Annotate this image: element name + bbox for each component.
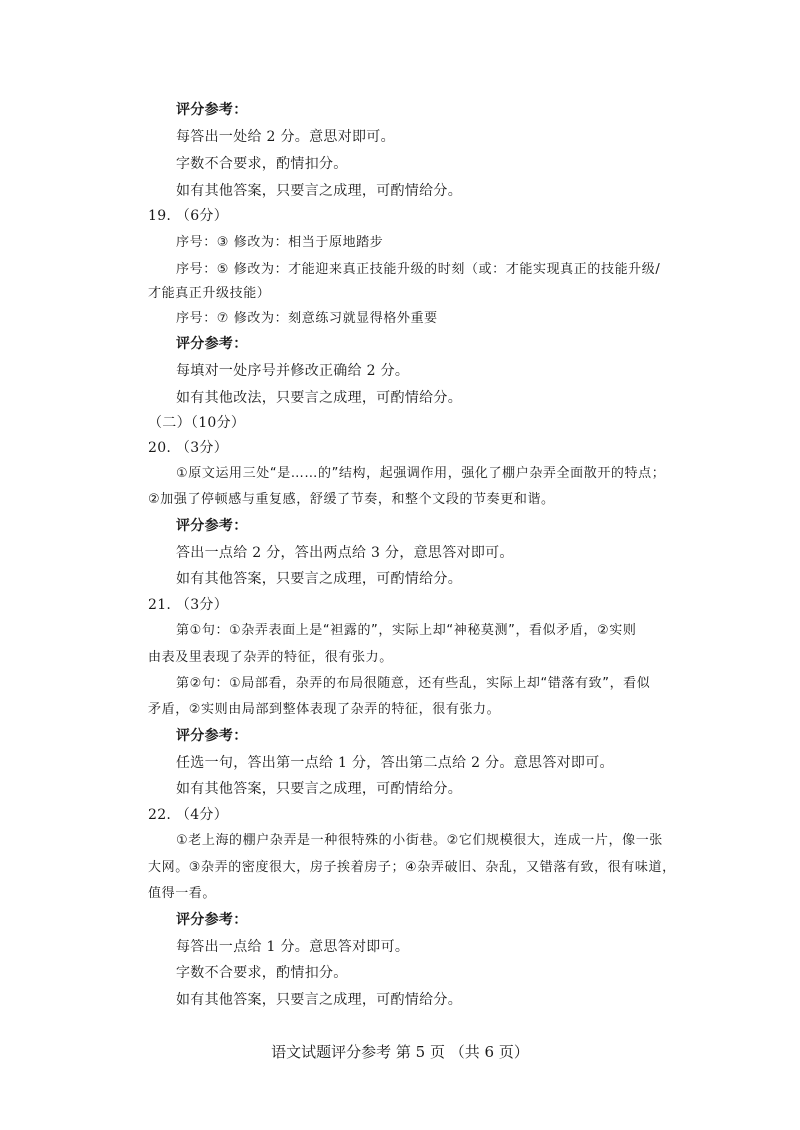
scoring-heading: 评分参考： — [176, 336, 248, 352]
q21-answer-line: 由表及里表现了杂弄的特征，很有张力。 — [148, 650, 393, 665]
question-20-header: 20. （3分） — [148, 440, 229, 456]
scoring-line: 答出一点给 2 分，答出两点给 3 分，意思答对即可。 — [176, 545, 514, 561]
q21-answer-line: 矛盾，②实则由局部到整体表现了杂弄的特征，很有张力。 — [148, 702, 501, 717]
scoring-line: 如有其他答案，只要言之成理，可酌情给分。 — [176, 571, 462, 587]
question-19-header: 19. （6分） — [148, 208, 229, 224]
scoring-line: 每填对一处序号并修改正确给 2 分。 — [176, 363, 410, 379]
scoring-line: 字数不合要求，酌情扣分。 — [176, 156, 348, 172]
scoring-line: 如有其他答案，只要言之成理，可酌情给分。 — [176, 781, 462, 797]
question-22-header: 22. （4分） — [148, 807, 229, 823]
scoring-line: 如有其他答案，只要言之成理，可酌情给分。 — [176, 992, 462, 1008]
q20-answer-line: ②加强了停顿感与重复感，舒缓了节奏，和整个文段的节奏更和谐。 — [148, 492, 555, 507]
part-2-header: （二）（10分） — [148, 415, 246, 431]
q19-item: 序号：⑦ 修改为：刻意练习就显得格外重要 — [176, 311, 438, 326]
scoring-line: 每答出一处给 2 分。意思对即可。 — [176, 129, 395, 145]
scoring-line: 如有其他改法，只要言之成理，可酌情给分。 — [176, 390, 462, 406]
q22-answer-line: 值得一看。 — [148, 886, 217, 901]
question-21-header: 21. （3分） — [148, 597, 229, 613]
scoring-line: 如有其他答案，只要言之成理，可酌情给分。 — [176, 183, 462, 199]
q22-answer-line: 大网。③杂弄的密度很大，房子挨着房子；④杂弄破旧、杂乱，又错落有致，很有味道， — [148, 860, 676, 875]
scoring-line: 任选一句，答出第一点给 1 分，答出第二点给 2 分。意思答对即可。 — [176, 755, 614, 771]
q22-answer-line: ①老上海的棚户杂弄是一种很特殊的小街巷。②它们规模很大，连成一片，像一张 — [176, 833, 663, 848]
q19-item: 序号：⑤ 修改为：才能迎来真正技能升级的时刻（或：才能实现真正的技能升级/ — [176, 262, 661, 277]
page-footer: 语文试题评分参考 第 5 页 （共 6 页） — [271, 1043, 529, 1061]
q20-answer-line: ①原文运用三处“是……的”结构，起强调作用，强化了棚户杂弄全面散开的特点； — [176, 466, 666, 481]
q19-item-continued: 才能真正升级技能） — [148, 286, 271, 301]
scoring-line: 每答出一点给 1 分。意思答对即可。 — [176, 939, 410, 955]
scoring-heading: 评分参考： — [176, 912, 248, 928]
q21-answer-line: 第②句：①局部看，杂弄的布局很随意，还有些乱，实际上却“错落有致”，看似 — [176, 676, 651, 691]
scoring-heading: 评分参考： — [176, 518, 248, 534]
q19-item: 序号：③ 修改为：相当于原地踏步 — [176, 235, 384, 250]
scoring-heading: 评分参考： — [176, 102, 248, 118]
scoring-line: 字数不合要求，酌情扣分。 — [176, 965, 348, 981]
scoring-heading: 评分参考： — [176, 728, 248, 744]
q21-answer-line: 第①句：①杂弄表面上是“袒露的”，实际上却“神秘莫测”，看似矛盾，②实则 — [176, 623, 637, 638]
